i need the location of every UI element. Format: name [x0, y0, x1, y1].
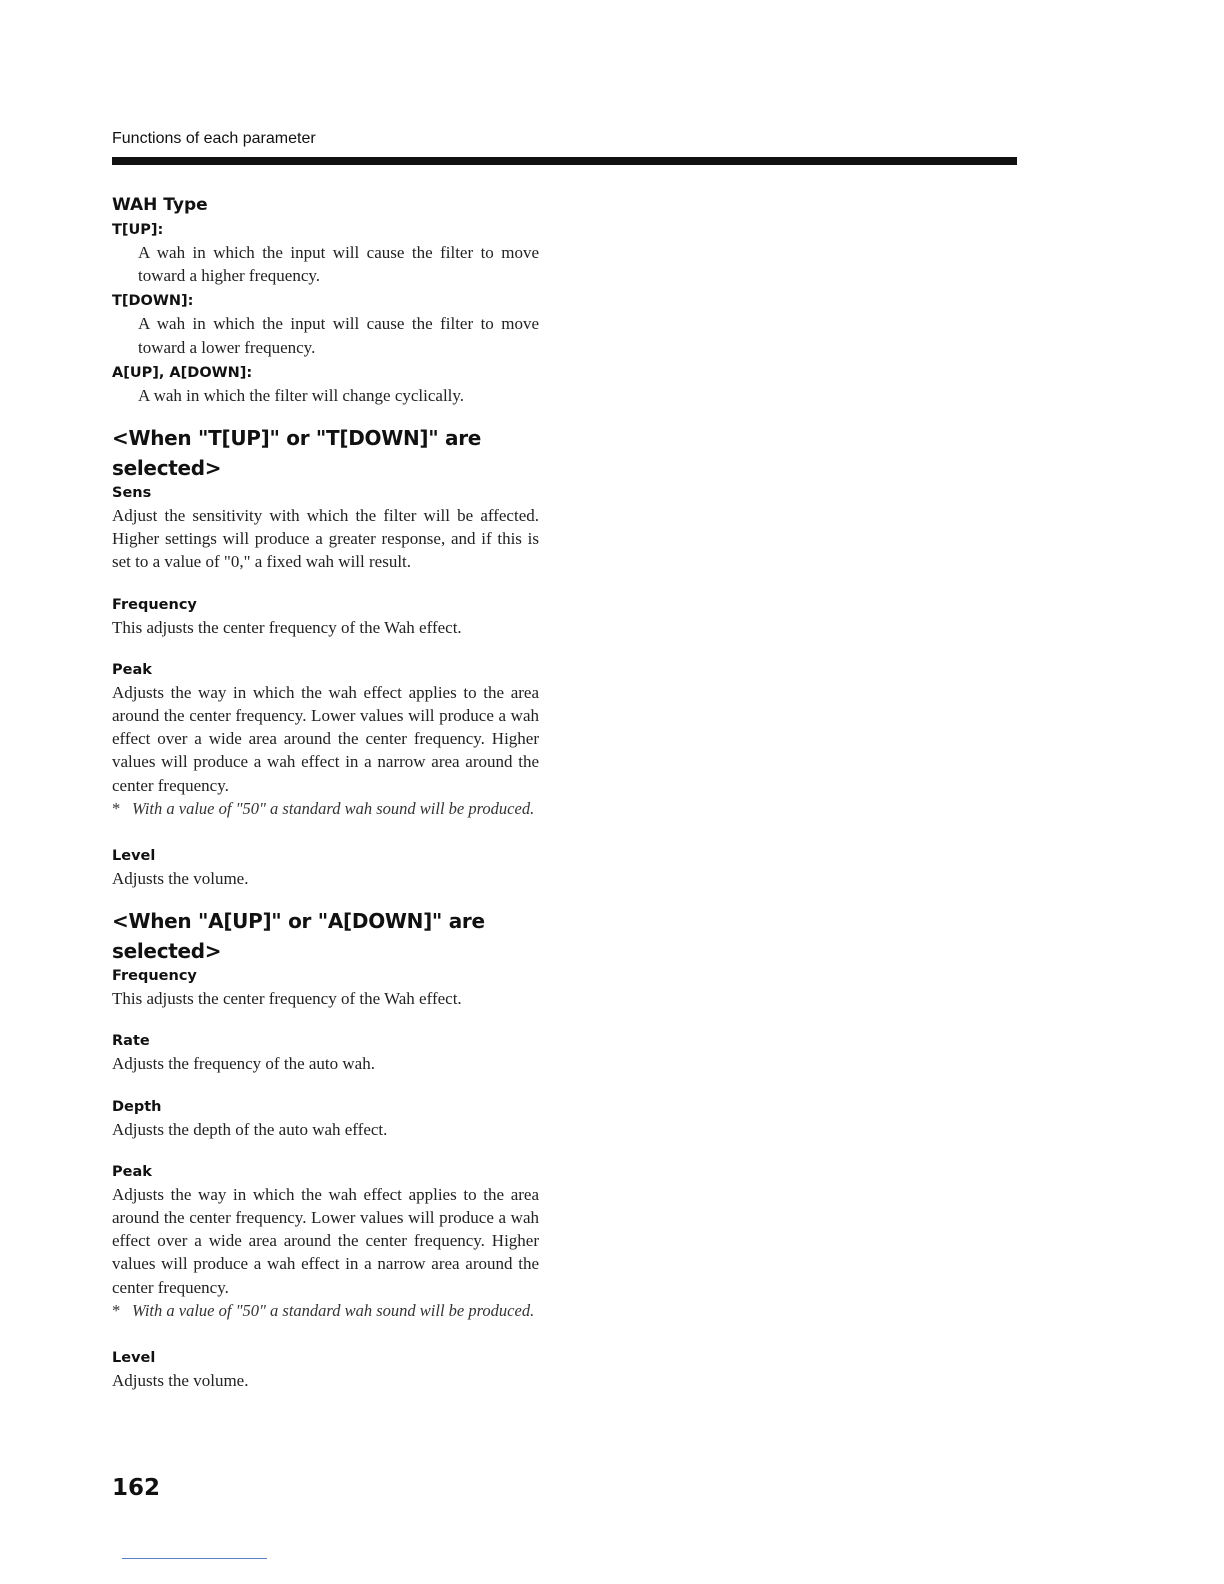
note-marker: *	[112, 1300, 121, 1320]
a-section-heading: <When "A[UP]" or "A[DOWN]" are selected>	[112, 909, 485, 964]
a-peak-description: Adjusts the way in which the wah effect applies to the area around the center frequency. Lower values will produce a wah effect over a wide area around the center frequency. Higher values will produce a wah effect in a narrow area around the center frequency.	[112, 1184, 539, 1297]
aup-adown-label: A[UP], A[DOWN]:	[112, 364, 253, 381]
depth-title: Depth	[112, 1098, 162, 1115]
a-peak-title: Peak	[112, 1163, 152, 1180]
note-marker: *	[112, 798, 121, 818]
tup-description: A wah in which the input will cause the filter to move toward a higher frequency.	[138, 243, 539, 286]
footer-line	[122, 1558, 267, 1559]
t-level-title: Level	[112, 848, 156, 865]
aup-adown-description: A wah in which the filter will change cyclically.	[138, 385, 465, 405]
t-level-description: Adjusts the volume.	[112, 869, 249, 889]
a-frequency-title: Frequency	[112, 968, 197, 985]
t-peak-note-text: With a value of "50" a standard wah sound will be produced.	[132, 798, 535, 818]
header-rule	[112, 157, 1017, 165]
running-header: Functions of each parameter	[112, 130, 316, 147]
t-peak-note	[112, 797, 539, 820]
a-peak-note-text: With a value of "50" a standard wah sound will be produced.	[132, 1300, 535, 1320]
page-number: 162	[112, 1475, 161, 1501]
content-column	[112, 193, 539, 1392]
wah-type-heading: WAH Type	[112, 195, 208, 215]
rate-description: Adjusts the frequency of the auto wah.	[112, 1054, 375, 1074]
tup-label: T[UP]:	[112, 222, 164, 238]
sens-title: Sens	[112, 485, 152, 502]
t-peak-title: Peak	[112, 661, 152, 678]
t-frequency-title: Frequency	[112, 596, 197, 613]
a-frequency-description: This adjusts the center frequency of the Wah effect.	[112, 989, 462, 1009]
sens-description: Adjust the sensitivity with which the filter will be affected. Higher settings will produce a greater response, and if this is set to a value of "0," a fixed wah will result.	[112, 506, 539, 572]
rate-title: Rate	[112, 1033, 150, 1050]
depth-description: Adjusts the depth of the auto wah effect.	[112, 1119, 388, 1139]
a-level-title: Level	[112, 1350, 156, 1367]
tdown-description: A wah in which the input will cause the filter to move toward a lower frequency.	[138, 314, 539, 357]
a-level-description: Adjusts the volume.	[112, 1371, 249, 1391]
t-frequency-description: This adjusts the center frequency of the Wah effect.	[112, 617, 462, 637]
t-peak-description: Adjusts the way in which the wah effect applies to the area around the center frequency. Lower values will produce a wah effect over a wide area around the center frequency. Higher values will produce a wah effect in a narrow area around the center frequency.	[112, 682, 539, 795]
t-section-heading: <When "T[UP]" or "T[DOWN]" are selected>	[112, 426, 482, 481]
a-peak-note	[112, 1299, 539, 1322]
tdown-label: T[DOWN]:	[112, 293, 194, 310]
